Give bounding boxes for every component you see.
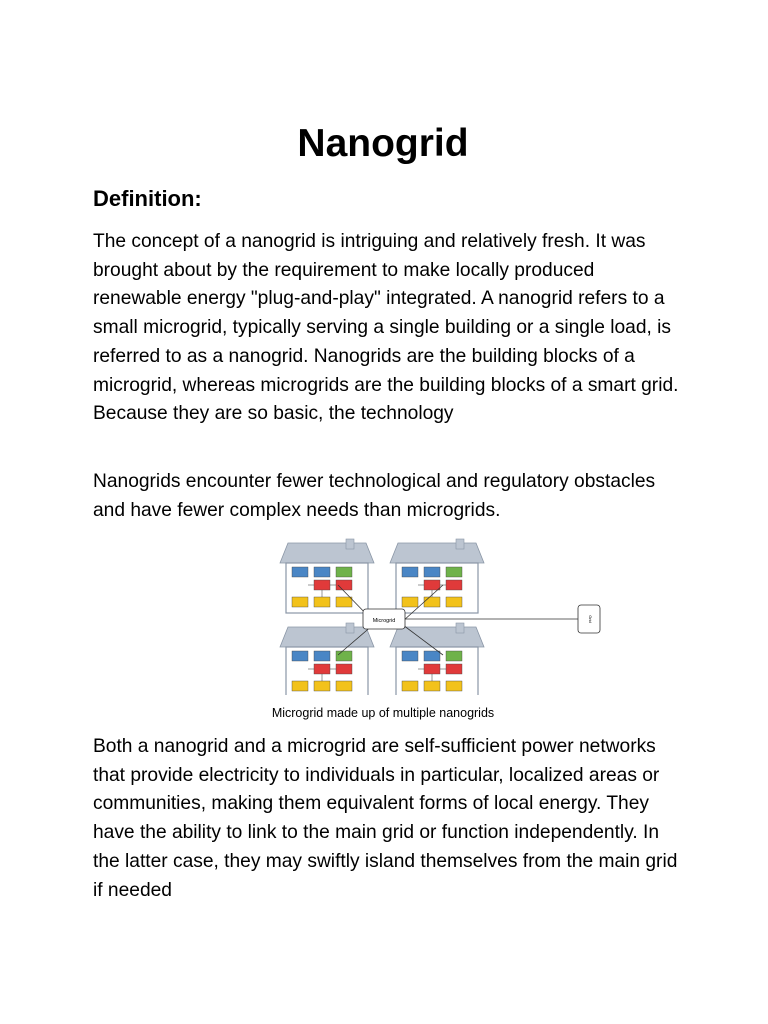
section-heading: Definition:	[93, 186, 202, 211]
microgrid-node	[363, 609, 405, 629]
nanogrid-house	[280, 623, 374, 695]
paragraph-comparison: Both a nanogrid and a microgrid are self-sufficient power networks that provide electricity to individuals in particular, localized areas or communities, making them equivalent forms of local energy. They have the ability to link to the main grid or function independently. In the latter case, they may swiftly island themselves from the main grid if needed	[93, 736, 678, 901]
figure-caption: Microgrid made up of multiple nanogrids	[271, 706, 495, 720]
nanogrid-house	[390, 623, 484, 695]
page-title: Nanogrid	[297, 122, 469, 165]
microgrid-label: Microgrid	[372, 618, 396, 624]
nanogrid-house	[390, 539, 484, 613]
microgrid-diagram	[278, 537, 603, 695]
grid-node	[578, 605, 600, 633]
paragraph-obstacles: Nanogrids encounter fewer technological and regulatory obstacles and have fewer complex needs than microgrids.	[93, 471, 656, 521]
nanogrid-house	[280, 539, 374, 613]
grid-label: Grid	[588, 615, 593, 623]
paragraph-definition: The concept of a nanogrid is intriguing and relatively fresh. It was brought about by the requirement to make locally produced renewable energy "plug-and-play" integrated. A nanogrid refers to a small microgrid, typically serving a single building or a single load, is referred to as a nanogrid. Nanogrids are the building blocks of a microgrid, whereas microgrids are the building blocks of a smart grid. Because they are so basic, the technology	[93, 231, 679, 425]
